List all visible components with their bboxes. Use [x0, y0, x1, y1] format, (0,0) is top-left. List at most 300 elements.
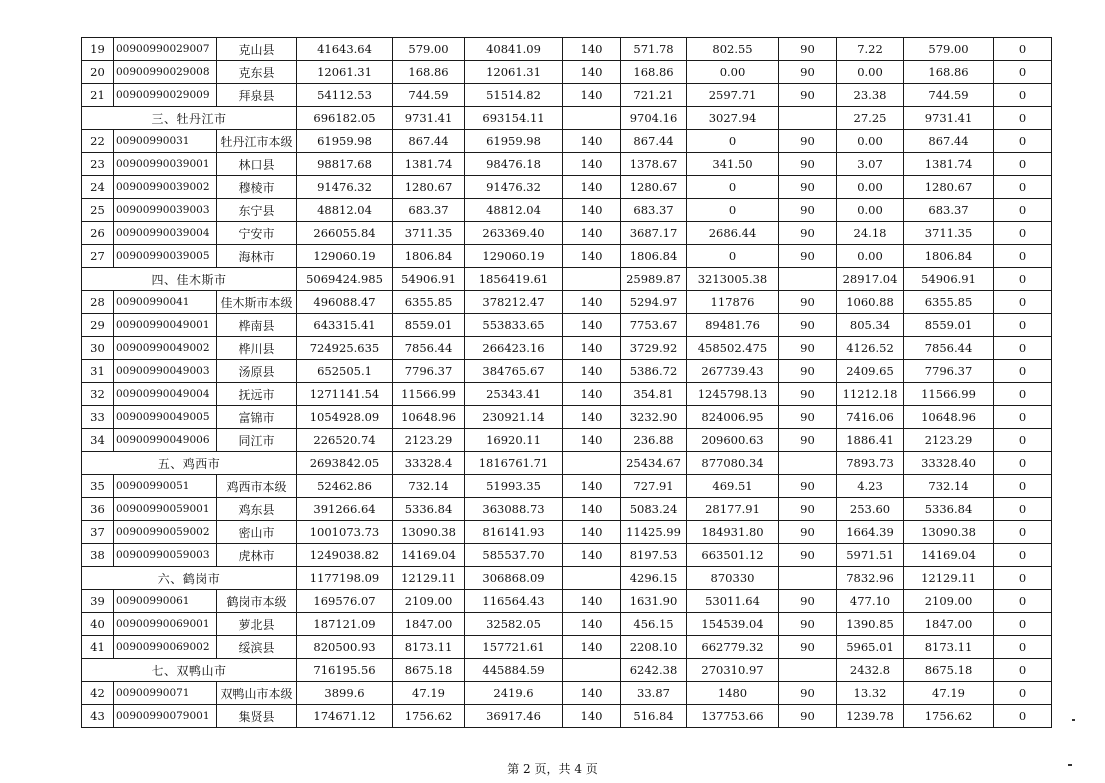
- difference-cell: 0: [994, 682, 1052, 705]
- difference-cell: 0: [994, 429, 1052, 452]
- part-b-amount-cell: 28177.91: [687, 498, 779, 521]
- region-code-cell: 00900990059003: [114, 544, 217, 567]
- part-a-subsidy-cell: 4296.15: [621, 567, 687, 590]
- total-subsidy-cell: 8675.18: [904, 659, 994, 682]
- total-subsidy-cell: 2109.00: [904, 590, 994, 613]
- region-name-cell: 林口县: [217, 153, 297, 176]
- region-name-cell: 鸡东县: [217, 498, 297, 521]
- difference-cell: 0: [994, 659, 1052, 682]
- subsidy-amount-cell: 33328.4: [393, 452, 465, 475]
- total-amount-cell: 696182.05: [297, 107, 393, 130]
- part-a-amount-cell: 129060.19: [465, 245, 563, 268]
- row-number-cell: 29: [82, 314, 114, 337]
- difference-cell: 0: [994, 107, 1052, 130]
- part-b-subsidy-cell: 1239.78: [837, 705, 904, 728]
- part-b-subsidy-cell: 2432.8: [837, 659, 904, 682]
- total-amount-cell: 391266.64: [297, 498, 393, 521]
- part-b-subsidy-cell: 11212.18: [837, 383, 904, 406]
- region-name-cell: 抚远市: [217, 383, 297, 406]
- part-a-amount-cell: 61959.98: [465, 130, 563, 153]
- part-b-amount-cell: 184931.80: [687, 521, 779, 544]
- part-a-subsidy-cell: 5294.97: [621, 291, 687, 314]
- table-row: [82, 406, 1052, 429]
- region-code-cell: 00900990049004: [114, 383, 217, 406]
- total-amount-cell: 54112.53: [297, 84, 393, 107]
- subsidy-amount-cell: 6355.85: [393, 291, 465, 314]
- subsidy-amount-cell: 5336.84: [393, 498, 465, 521]
- part-b-subsidy-cell: 0.00: [837, 130, 904, 153]
- part-b-subsidy-cell: 5965.01: [837, 636, 904, 659]
- part-a-amount-cell: 306868.09: [465, 567, 563, 590]
- part-a-amount-cell: 1856419.61: [465, 268, 563, 291]
- subsidy-amount-cell: 579.00: [393, 38, 465, 61]
- part-b-amount-cell: 53011.64: [687, 590, 779, 613]
- part-a-amount-cell: 2419.6: [465, 682, 563, 705]
- part-b-subsidy-cell: 4126.52: [837, 337, 904, 360]
- total-subsidy-cell: 744.59: [904, 84, 994, 107]
- part-b-amount-cell: 0.00: [687, 61, 779, 84]
- part-b-subsidy-cell: 1886.41: [837, 429, 904, 452]
- table-row: [82, 245, 1052, 268]
- total-amount-cell: 5069424.985: [297, 268, 393, 291]
- region-code-cell: 00900990059002: [114, 521, 217, 544]
- total-amount-cell: 174671.12: [297, 705, 393, 728]
- part-b-rate-cell: 90: [779, 61, 837, 84]
- part-b-rate-cell: 90: [779, 613, 837, 636]
- subsidy-amount-cell: 732.14: [393, 475, 465, 498]
- part-a-subsidy-cell: 721.21: [621, 84, 687, 107]
- part-a-subsidy-cell: 8197.53: [621, 544, 687, 567]
- table-row: [82, 130, 1052, 153]
- region-name-cell: 富锦市: [217, 406, 297, 429]
- part-b-rate-cell: 90: [779, 84, 837, 107]
- part-b-subsidy-cell: 28917.04: [837, 268, 904, 291]
- region-name-cell: 鸡西市本级: [217, 475, 297, 498]
- total-amount-cell: 1177198.09: [297, 567, 393, 590]
- group-title-cell: 五、鸡西市: [82, 452, 297, 475]
- part-b-subsidy-cell: 7893.73: [837, 452, 904, 475]
- part-a-amount-cell: 263369.40: [465, 222, 563, 245]
- total-amount-cell: 187121.09: [297, 613, 393, 636]
- part-b-subsidy-cell: 24.18: [837, 222, 904, 245]
- subsidy-amount-cell: 683.37: [393, 199, 465, 222]
- part-b-rate-cell: 90: [779, 429, 837, 452]
- difference-cell: 0: [994, 199, 1052, 222]
- part-a-amount-cell: 378212.47: [465, 291, 563, 314]
- table-row: [82, 199, 1052, 222]
- table-body: [82, 38, 1052, 728]
- row-number-cell: 31: [82, 360, 114, 383]
- part-b-subsidy-cell: 0.00: [837, 199, 904, 222]
- region-code-cell: 00900990029009: [114, 84, 217, 107]
- region-code-cell: 00900990049006: [114, 429, 217, 452]
- total-amount-cell: 129060.19: [297, 245, 393, 268]
- difference-cell: 0: [994, 130, 1052, 153]
- difference-cell: 0: [994, 222, 1052, 245]
- total-amount-cell: 226520.74: [297, 429, 393, 452]
- part-a-rate-cell: [563, 268, 621, 291]
- row-number-cell: 41: [82, 636, 114, 659]
- difference-cell: 0: [994, 521, 1052, 544]
- region-code-cell: 00900990039001: [114, 153, 217, 176]
- part-a-rate-cell: [563, 659, 621, 682]
- region-code-cell: 00900990041: [114, 291, 217, 314]
- part-a-subsidy-cell: 6242.38: [621, 659, 687, 682]
- part-a-rate-cell: 140: [563, 406, 621, 429]
- row-number-cell: 25: [82, 199, 114, 222]
- part-a-subsidy-cell: 1280.67: [621, 176, 687, 199]
- part-a-subsidy-cell: 25434.67: [621, 452, 687, 475]
- total-amount-cell: 643315.41: [297, 314, 393, 337]
- part-a-subsidy-cell: 456.15: [621, 613, 687, 636]
- part-a-amount-cell: 51514.82: [465, 84, 563, 107]
- group-subtotal-row: [82, 107, 1052, 130]
- part-b-subsidy-cell: 477.10: [837, 590, 904, 613]
- difference-cell: 0: [994, 590, 1052, 613]
- part-a-amount-cell: 32582.05: [465, 613, 563, 636]
- total-subsidy-cell: 1381.74: [904, 153, 994, 176]
- part-a-subsidy-cell: 33.87: [621, 682, 687, 705]
- part-a-subsidy-cell: 5083.24: [621, 498, 687, 521]
- part-a-amount-cell: 16920.11: [465, 429, 563, 452]
- difference-cell: 0: [994, 636, 1052, 659]
- row-number-cell: 24: [82, 176, 114, 199]
- part-a-rate-cell: 140: [563, 498, 621, 521]
- part-b-amount-cell: 2686.44: [687, 222, 779, 245]
- region-code-cell: 00900990029008: [114, 61, 217, 84]
- total-subsidy-cell: 1756.62: [904, 705, 994, 728]
- subsidy-amount-cell: 2109.00: [393, 590, 465, 613]
- total-amount-cell: 12061.31: [297, 61, 393, 84]
- row-number-cell: 34: [82, 429, 114, 452]
- part-b-amount-cell: 870330: [687, 567, 779, 590]
- row-number-cell: 19: [82, 38, 114, 61]
- part-b-rate-cell: 90: [779, 245, 837, 268]
- table-row: [82, 705, 1052, 728]
- part-a-amount-cell: 1816761.71: [465, 452, 563, 475]
- total-amount-cell: 266055.84: [297, 222, 393, 245]
- part-b-subsidy-cell: 5971.51: [837, 544, 904, 567]
- table-row: [82, 61, 1052, 84]
- part-a-amount-cell: 445884.59: [465, 659, 563, 682]
- difference-cell: 0: [994, 613, 1052, 636]
- subsidy-amount-cell: 744.59: [393, 84, 465, 107]
- total-subsidy-cell: 732.14: [904, 475, 994, 498]
- row-number-cell: 27: [82, 245, 114, 268]
- total-amount-cell: 716195.56: [297, 659, 393, 682]
- part-a-subsidy-cell: 1378.67: [621, 153, 687, 176]
- part-a-amount-cell: 157721.61: [465, 636, 563, 659]
- subsidy-amount-cell: 9731.41: [393, 107, 465, 130]
- part-a-subsidy-cell: 516.84: [621, 705, 687, 728]
- scan-speck: [1068, 764, 1072, 766]
- group-subtotal-row: [82, 567, 1052, 590]
- subsidy-amount-cell: 10648.96: [393, 406, 465, 429]
- total-amount-cell: 496088.47: [297, 291, 393, 314]
- subsidy-amount-cell: 1280.67: [393, 176, 465, 199]
- part-a-amount-cell: 91476.32: [465, 176, 563, 199]
- total-subsidy-cell: 33328.40: [904, 452, 994, 475]
- row-number-cell: 20: [82, 61, 114, 84]
- difference-cell: 0: [994, 61, 1052, 84]
- scan-speck: [1072, 719, 1075, 721]
- part-b-rate-cell: [779, 567, 837, 590]
- difference-cell: 0: [994, 567, 1052, 590]
- region-name-cell: 绥滨县: [217, 636, 297, 659]
- part-b-amount-cell: 89481.76: [687, 314, 779, 337]
- part-a-subsidy-cell: 727.91: [621, 475, 687, 498]
- subsidy-amount-cell: 2123.29: [393, 429, 465, 452]
- region-code-cell: 00900990071: [114, 682, 217, 705]
- subsidy-amount-cell: 1847.00: [393, 613, 465, 636]
- part-b-rate-cell: 90: [779, 314, 837, 337]
- total-amount-cell: 3899.6: [297, 682, 393, 705]
- part-b-rate-cell: [779, 268, 837, 291]
- region-code-cell: 00900990039002: [114, 176, 217, 199]
- part-b-subsidy-cell: 27.25: [837, 107, 904, 130]
- row-number-cell: 35: [82, 475, 114, 498]
- subsidy-amount-cell: 11566.99: [393, 383, 465, 406]
- region-name-cell: 穆棱市: [217, 176, 297, 199]
- part-b-rate-cell: 90: [779, 544, 837, 567]
- difference-cell: 0: [994, 452, 1052, 475]
- table-row: [82, 337, 1052, 360]
- region-code-cell: 00900990079001: [114, 705, 217, 728]
- difference-cell: 0: [994, 314, 1052, 337]
- table-row: [82, 475, 1052, 498]
- region-name-cell: 宁安市: [217, 222, 297, 245]
- total-subsidy-cell: 1847.00: [904, 613, 994, 636]
- difference-cell: 0: [994, 383, 1052, 406]
- part-b-amount-cell: 267739.43: [687, 360, 779, 383]
- part-b-subsidy-cell: 2409.65: [837, 360, 904, 383]
- part-b-subsidy-cell: 7832.96: [837, 567, 904, 590]
- part-a-rate-cell: 140: [563, 613, 621, 636]
- total-subsidy-cell: 9731.41: [904, 107, 994, 130]
- part-a-amount-cell: 12061.31: [465, 61, 563, 84]
- difference-cell: 0: [994, 360, 1052, 383]
- part-b-subsidy-cell: 23.38: [837, 84, 904, 107]
- part-a-rate-cell: 140: [563, 130, 621, 153]
- table-row: [82, 544, 1052, 567]
- table-row: [82, 498, 1052, 521]
- part-a-subsidy-cell: 1806.84: [621, 245, 687, 268]
- total-amount-cell: 98817.68: [297, 153, 393, 176]
- part-a-amount-cell: 51993.35: [465, 475, 563, 498]
- region-name-cell: 密山市: [217, 521, 297, 544]
- region-code-cell: 00900990069002: [114, 636, 217, 659]
- part-b-rate-cell: 90: [779, 176, 837, 199]
- part-b-rate-cell: 90: [779, 475, 837, 498]
- region-code-cell: 00900990039003: [114, 199, 217, 222]
- subsidy-amount-cell: 3711.35: [393, 222, 465, 245]
- part-a-rate-cell: 140: [563, 153, 621, 176]
- part-b-amount-cell: 0: [687, 130, 779, 153]
- region-code-cell: 00900990069001: [114, 613, 217, 636]
- region-code-cell: 00900990049005: [114, 406, 217, 429]
- difference-cell: 0: [994, 498, 1052, 521]
- row-number-cell: 28: [82, 291, 114, 314]
- total-amount-cell: 1271141.54: [297, 383, 393, 406]
- difference-cell: 0: [994, 475, 1052, 498]
- total-subsidy-cell: 7856.44: [904, 337, 994, 360]
- part-b-amount-cell: 137753.66: [687, 705, 779, 728]
- allocation-table: [81, 37, 1052, 728]
- part-b-amount-cell: 662779.32: [687, 636, 779, 659]
- part-b-amount-cell: 270310.97: [687, 659, 779, 682]
- table-row: [82, 429, 1052, 452]
- row-number-cell: 37: [82, 521, 114, 544]
- part-b-amount-cell: 3213005.38: [687, 268, 779, 291]
- total-subsidy-cell: 7796.37: [904, 360, 994, 383]
- part-a-subsidy-cell: 3687.17: [621, 222, 687, 245]
- part-a-subsidy-cell: 9704.16: [621, 107, 687, 130]
- total-amount-cell: 820500.93: [297, 636, 393, 659]
- subsidy-amount-cell: 8559.01: [393, 314, 465, 337]
- total-amount-cell: 1054928.09: [297, 406, 393, 429]
- region-name-cell: 海林市: [217, 245, 297, 268]
- row-number-cell: 22: [82, 130, 114, 153]
- table-row: [82, 360, 1052, 383]
- part-a-rate-cell: 140: [563, 199, 621, 222]
- part-a-amount-cell: 36917.46: [465, 705, 563, 728]
- region-code-cell: 00900990029007: [114, 38, 217, 61]
- total-amount-cell: 169576.07: [297, 590, 393, 613]
- part-a-rate-cell: 140: [563, 429, 621, 452]
- group-title-cell: 七、双鸭山市: [82, 659, 297, 682]
- total-amount-cell: 724925.635: [297, 337, 393, 360]
- table-row: [82, 38, 1052, 61]
- part-a-rate-cell: 140: [563, 360, 621, 383]
- region-code-cell: 00900990049002: [114, 337, 217, 360]
- subsidy-amount-cell: 8173.11: [393, 636, 465, 659]
- row-number-cell: 42: [82, 682, 114, 705]
- total-subsidy-cell: 867.44: [904, 130, 994, 153]
- table-row: [82, 590, 1052, 613]
- part-b-amount-cell: 209600.63: [687, 429, 779, 452]
- part-a-rate-cell: 140: [563, 84, 621, 107]
- part-a-rate-cell: [563, 452, 621, 475]
- row-number-cell: 39: [82, 590, 114, 613]
- part-a-rate-cell: 140: [563, 61, 621, 84]
- region-name-cell: 东宁县: [217, 199, 297, 222]
- part-a-amount-cell: 48812.04: [465, 199, 563, 222]
- part-b-amount-cell: 0: [687, 176, 779, 199]
- subsidy-amount-cell: 12129.11: [393, 567, 465, 590]
- part-b-rate-cell: 90: [779, 199, 837, 222]
- row-number-cell: 26: [82, 222, 114, 245]
- part-a-subsidy-cell: 25989.87: [621, 268, 687, 291]
- region-code-cell: 00900990049003: [114, 360, 217, 383]
- part-b-rate-cell: 90: [779, 222, 837, 245]
- part-a-subsidy-cell: 3729.92: [621, 337, 687, 360]
- subsidy-amount-cell: 7796.37: [393, 360, 465, 383]
- table-row: [82, 521, 1052, 544]
- total-amount-cell: 52462.86: [297, 475, 393, 498]
- subsidy-amount-cell: 1756.62: [393, 705, 465, 728]
- total-subsidy-cell: 54906.91: [904, 268, 994, 291]
- part-a-amount-cell: 363088.73: [465, 498, 563, 521]
- part-a-rate-cell: 140: [563, 636, 621, 659]
- part-b-subsidy-cell: 7416.06: [837, 406, 904, 429]
- part-b-rate-cell: [779, 452, 837, 475]
- part-b-subsidy-cell: 0.00: [837, 245, 904, 268]
- part-a-rate-cell: 140: [563, 705, 621, 728]
- part-a-subsidy-cell: 683.37: [621, 199, 687, 222]
- total-subsidy-cell: 1806.84: [904, 245, 994, 268]
- region-name-cell: 双鸭山市本级: [217, 682, 297, 705]
- total-amount-cell: 48812.04: [297, 199, 393, 222]
- part-b-amount-cell: 877080.34: [687, 452, 779, 475]
- table-row: [82, 291, 1052, 314]
- total-subsidy-cell: 168.86: [904, 61, 994, 84]
- region-name-cell: 克山县: [217, 38, 297, 61]
- total-amount-cell: 41643.64: [297, 38, 393, 61]
- total-amount-cell: 2693842.05: [297, 452, 393, 475]
- part-b-subsidy-cell: 4.23: [837, 475, 904, 498]
- region-name-cell: 萝北县: [217, 613, 297, 636]
- group-subtotal-row: [82, 659, 1052, 682]
- part-b-amount-cell: 341.50: [687, 153, 779, 176]
- part-a-amount-cell: 230921.14: [465, 406, 563, 429]
- region-name-cell: 佳木斯市本级: [217, 291, 297, 314]
- part-a-subsidy-cell: 5386.72: [621, 360, 687, 383]
- part-a-subsidy-cell: 867.44: [621, 130, 687, 153]
- difference-cell: 0: [994, 291, 1052, 314]
- part-a-rate-cell: 140: [563, 38, 621, 61]
- region-code-cell: 00900990051: [114, 475, 217, 498]
- table-row: [82, 636, 1052, 659]
- subsidy-amount-cell: 47.19: [393, 682, 465, 705]
- part-a-rate-cell: 140: [563, 544, 621, 567]
- row-number-cell: 23: [82, 153, 114, 176]
- part-a-rate-cell: [563, 567, 621, 590]
- table-row: [82, 682, 1052, 705]
- region-name-cell: 鹤岗市本级: [217, 590, 297, 613]
- part-a-subsidy-cell: 11425.99: [621, 521, 687, 544]
- part-b-rate-cell: 90: [779, 360, 837, 383]
- region-code-cell: 00900990059001: [114, 498, 217, 521]
- row-number-cell: 36: [82, 498, 114, 521]
- part-b-subsidy-cell: 13.32: [837, 682, 904, 705]
- total-subsidy-cell: 8559.01: [904, 314, 994, 337]
- part-b-rate-cell: 90: [779, 705, 837, 728]
- part-b-amount-cell: 802.55: [687, 38, 779, 61]
- page-footer: 第 2 页，共 4 页: [507, 762, 598, 776]
- total-subsidy-cell: 6355.85: [904, 291, 994, 314]
- difference-cell: 0: [994, 544, 1052, 567]
- total-subsidy-cell: 683.37: [904, 199, 994, 222]
- total-subsidy-cell: 5336.84: [904, 498, 994, 521]
- part-b-subsidy-cell: 0.00: [837, 61, 904, 84]
- table-row: [82, 222, 1052, 245]
- part-b-amount-cell: 0: [687, 245, 779, 268]
- part-a-amount-cell: 266423.16: [465, 337, 563, 360]
- difference-cell: 0: [994, 337, 1052, 360]
- total-subsidy-cell: 2123.29: [904, 429, 994, 452]
- part-b-amount-cell: 154539.04: [687, 613, 779, 636]
- region-code-cell: 00900990031: [114, 130, 217, 153]
- region-name-cell: 桦南县: [217, 314, 297, 337]
- group-title-cell: 四、佳木斯市: [82, 268, 297, 291]
- part-a-rate-cell: 140: [563, 291, 621, 314]
- part-b-amount-cell: 1480: [687, 682, 779, 705]
- region-name-cell: 拜泉县: [217, 84, 297, 107]
- subsidy-amount-cell: 168.86: [393, 61, 465, 84]
- subsidy-amount-cell: 1806.84: [393, 245, 465, 268]
- table-row: [82, 383, 1052, 406]
- total-amount-cell: 61959.98: [297, 130, 393, 153]
